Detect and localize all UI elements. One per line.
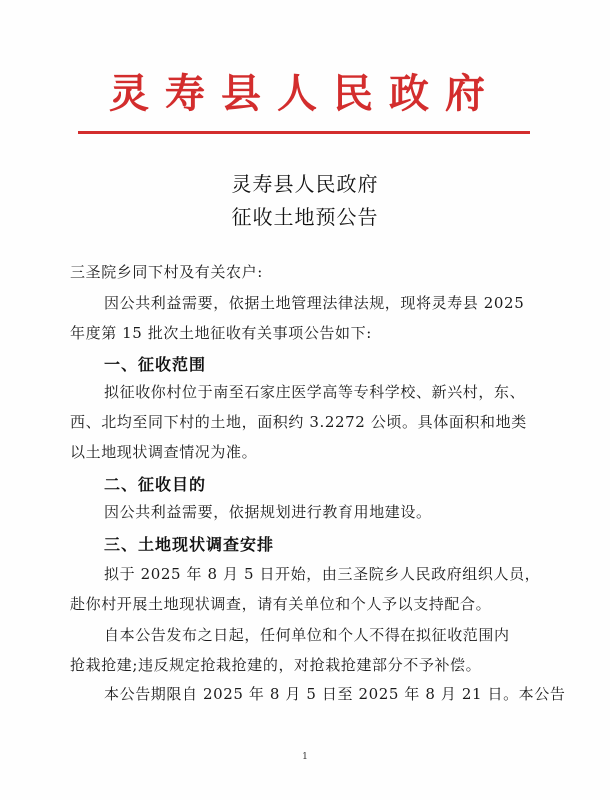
notice-line-1: 自本公告发布之日起，任何单位和个人不得在拟征收范围内 bbox=[104, 626, 510, 644]
section3-line-2: 赴你村开展土地现状调查，请有关单位和个人予以支持配合。 bbox=[70, 595, 492, 613]
notice-line-2: 抢栽抢建;违反规定抢栽抢建的，对抢栽抢建部分不予补偿。 bbox=[70, 656, 482, 674]
section1-line-2: 西、北均至同下村的土地，面积约 3.2272 公顷。具体面积和地类 bbox=[70, 413, 527, 431]
section2-line-1: 因公共利益需要，依据规划进行教育用地建设。 bbox=[104, 503, 432, 521]
section1-line-3: 以土地现状调查情况为准。 bbox=[70, 443, 258, 461]
section1-line-1: 拟征收你村位于南至石家庄医学高等专科学校、新兴村，东、 bbox=[104, 383, 526, 401]
addressee: 三圣院乡同下村及有关农户: bbox=[70, 263, 263, 281]
notice-title-line1: 灵寿县人民政府 bbox=[231, 172, 379, 196]
intro-line-2: 年度第 15 批次土地征收有关事项公告如下: bbox=[70, 324, 372, 342]
intro-line-1: 因公共利益需要，依据土地管理法律法规，现将灵寿县 2025 bbox=[104, 294, 525, 312]
section2-heading: 二、征收目的 bbox=[104, 475, 207, 494]
letterhead-title: 灵寿县人民政府 bbox=[109, 70, 501, 117]
section1-heading: 一、征收范围 bbox=[104, 355, 207, 374]
page-number: 1 bbox=[302, 752, 308, 762]
notice-title-line2: 征收土地预公告 bbox=[231, 205, 379, 229]
period-line: 本公告期限自 2025 年 8 月 5 日至 2025 年 8 月 21 日。本公告 bbox=[104, 685, 566, 703]
section3-heading: 三、土地现状调查安排 bbox=[104, 535, 275, 554]
letterhead-red-rule bbox=[78, 131, 530, 134]
section3-line-1: 拟于 2025 年 8 月 5 日开始，由三圣院乡人民政府组织人员， bbox=[104, 565, 541, 583]
